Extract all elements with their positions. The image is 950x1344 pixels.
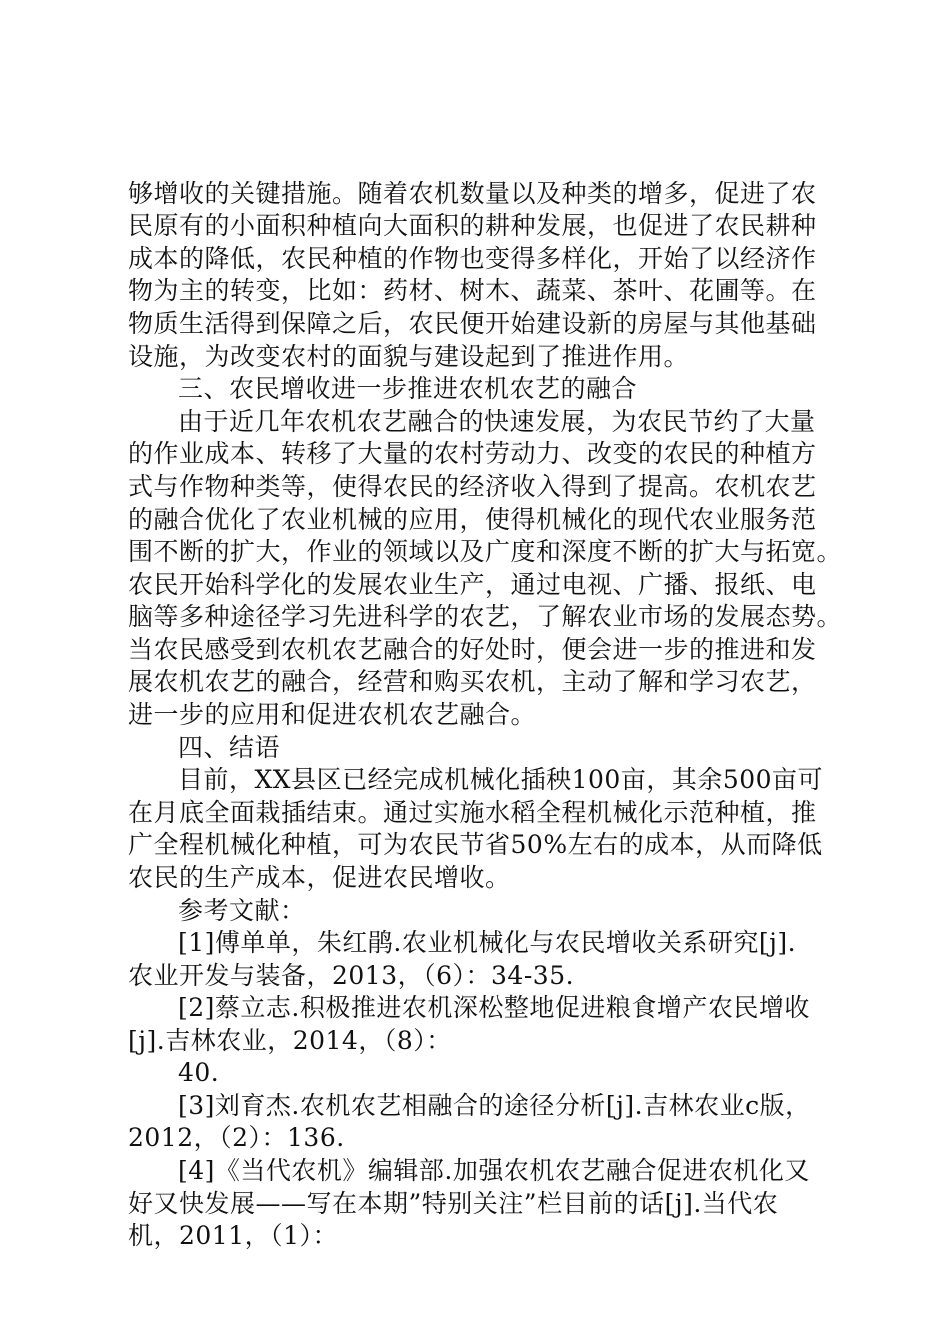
paragraph-line: 物质生活得到保障之后，农民便开始建设新的房屋与其他基础	[128, 309, 817, 338]
paragraph-line: 农民开始科学化的发展农业生产，通过电视、广播、报纸、电	[128, 570, 817, 599]
paragraph-line: 围不断的扩大，作业的领域以及广度和深度不断的扩大与拓宽。	[128, 537, 843, 566]
reference-line: [j].吉林农业，2014，（8）：	[128, 1026, 452, 1055]
section-heading: 三、农民增收进一步推进农机农艺的融合	[178, 374, 638, 403]
section-heading: 四、结语	[178, 733, 281, 762]
paragraph-line: 目前，XX县区已经完成机械化插秧100亩，其余500亩可	[178, 765, 824, 794]
paragraph-line: 式与作物种类等，使得农民的经济收入得到了提高。农机农艺	[128, 472, 817, 501]
reference-line: [4]《当代农机》编辑部.加强农机农艺融合促进农机化又	[178, 1156, 810, 1185]
reference-line: 机，2011，（1）：	[128, 1221, 339, 1250]
paragraph-line: 在月底全面栽插结束。通过实施水稻全程机械化示范种植，推	[128, 798, 817, 827]
paragraph-line: 脑等多种途径学习先进科学的农艺，了解农业市场的发展态势。	[128, 602, 843, 631]
paragraph-line: 进一步的应用和促进农机农艺融合。	[128, 700, 537, 729]
paragraph-line: 农民的生产成本，促进农民增收。	[128, 863, 511, 892]
reference-line: [2]蔡立志.积极推进农机深松整地促进粮食增产农民增收	[178, 993, 810, 1022]
paragraph-line: 展农机农艺的融合，经营和购买农机，主动了解和学习农艺，	[128, 667, 817, 696]
paragraph-line: 当农民感受到农机农艺融合的好处时，便会进一步的推进和发	[128, 635, 817, 664]
paragraph-line: 民原有的小面积种植向大面积的耕种发展，也促进了农民耕种	[128, 211, 817, 240]
document-page	[128, 0, 843, 1344]
paragraph-line: 设施，为改变农村的面貌与建设起到了推进作用。	[128, 342, 690, 371]
reference-line: 好又快发展——写在本期”特别关注”栏目前的话[j].当代农	[128, 1189, 779, 1218]
paragraph-line: 物为主的转变，比如：药材、树木、蔬菜、茶叶、花圃等。在	[128, 276, 817, 305]
reference-line: 农业开发与装备，2013，（6）：34-35.	[128, 961, 575, 990]
paragraph-line: 由于近几年农机农艺融合的快速发展，为农民节约了大量	[178, 407, 816, 436]
paragraph-line: 的作业成本、转移了大量的农村劳动力、改变的农民的种植方	[128, 439, 817, 468]
references-heading: 参考文献：	[178, 896, 306, 925]
reference-line: 2012，（2）：136.	[128, 1123, 345, 1152]
paragraph-line: 的融合优化了农业机械的应用，使得机械化的现代农业服务范	[128, 505, 817, 534]
paragraph-line: 够增收的关键措施。随着农机数量以及种类的增多，促进了农	[128, 179, 817, 208]
reference-line: [3]刘育杰.农机农艺相融合的途径分析[j].吉林农业c版，	[178, 1091, 811, 1120]
paragraph-line: 广全程机械化种植，可为农民节省50%左右的成本，从而降低	[128, 830, 823, 859]
reference-line: 40.	[178, 1058, 220, 1087]
reference-line: [1]傅单单，朱红鹃.农业机械化与农民增收关系研究[j].	[178, 928, 797, 957]
paragraph-line: 成本的降低，农民种植的作物也变得多样化，开始了以经济作	[128, 244, 817, 273]
